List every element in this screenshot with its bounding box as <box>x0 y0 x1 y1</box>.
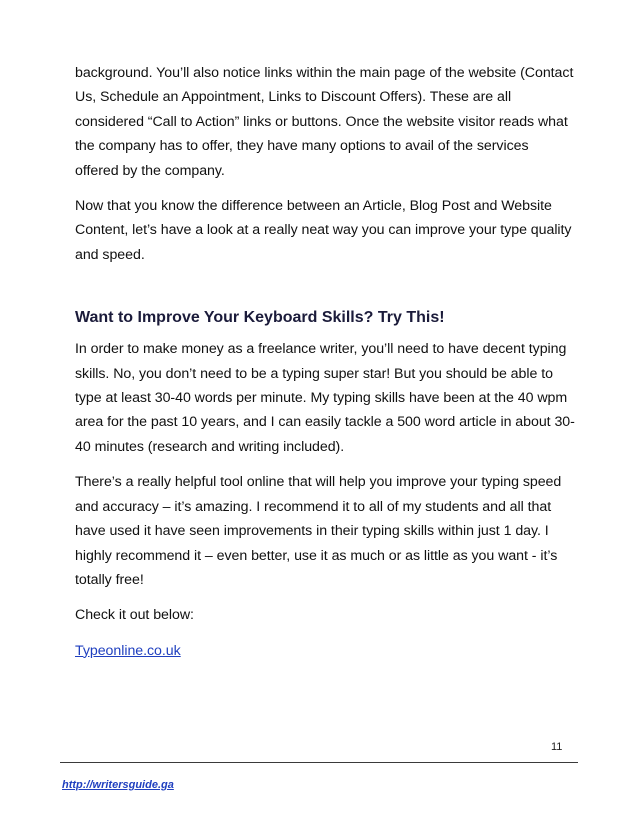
footer-url-link[interactable]: http://writersguide.ga <box>62 779 174 791</box>
link-paragraph <box>75 639 575 663</box>
typeonline-link[interactable]: Typeonline.co.uk <box>75 642 181 659</box>
footer-divider <box>60 762 578 763</box>
paragraph-typing-tool: There’s a really helpful tool online that will help you improve your typing speed and accuracy – it’s amazing. I recommend it to all of my students and all that have used it have seen improvements in their typing skills within just 1 day. I highly recommend it – even better, use it as much or as little as you want - it’s totally free! <box>75 474 562 588</box>
paragraph-difference-summary: Now that you know the difference between an Article, Blog Post and Website Content, let’s have a look at a really neat way you can improve your type quality and speed. <box>75 198 572 263</box>
paragraph-check-it-out: Check it out below: <box>75 607 194 624</box>
page-number: 11 <box>551 741 563 753</box>
paragraph-typing-skills: In order to make money as a freelance writer, you’ll need to have decent typing skills. No, you don’t need to be a typing super star! But you should be able to type at least 30-40 words per minute. My typing skills have been at the 40 wpm area for the past 10 years, and I can easily tackle a 500 word article in about 30-40 minutes (research and writing included). <box>75 341 575 455</box>
paragraph-call-to-action: background. You’ll also notice links within the main page of the website (Contact Us, Schedule an Appointment, Links to Discount Offers). These are all considered “Call to Action” links or buttons. Once the website visitor reads what the company has to offer, they have many options to avail of the services offered by the company. <box>75 65 574 179</box>
page-content <box>75 61 575 674</box>
section-heading: Want to Improve Your Keyboard Skills? Try This! <box>75 309 445 327</box>
